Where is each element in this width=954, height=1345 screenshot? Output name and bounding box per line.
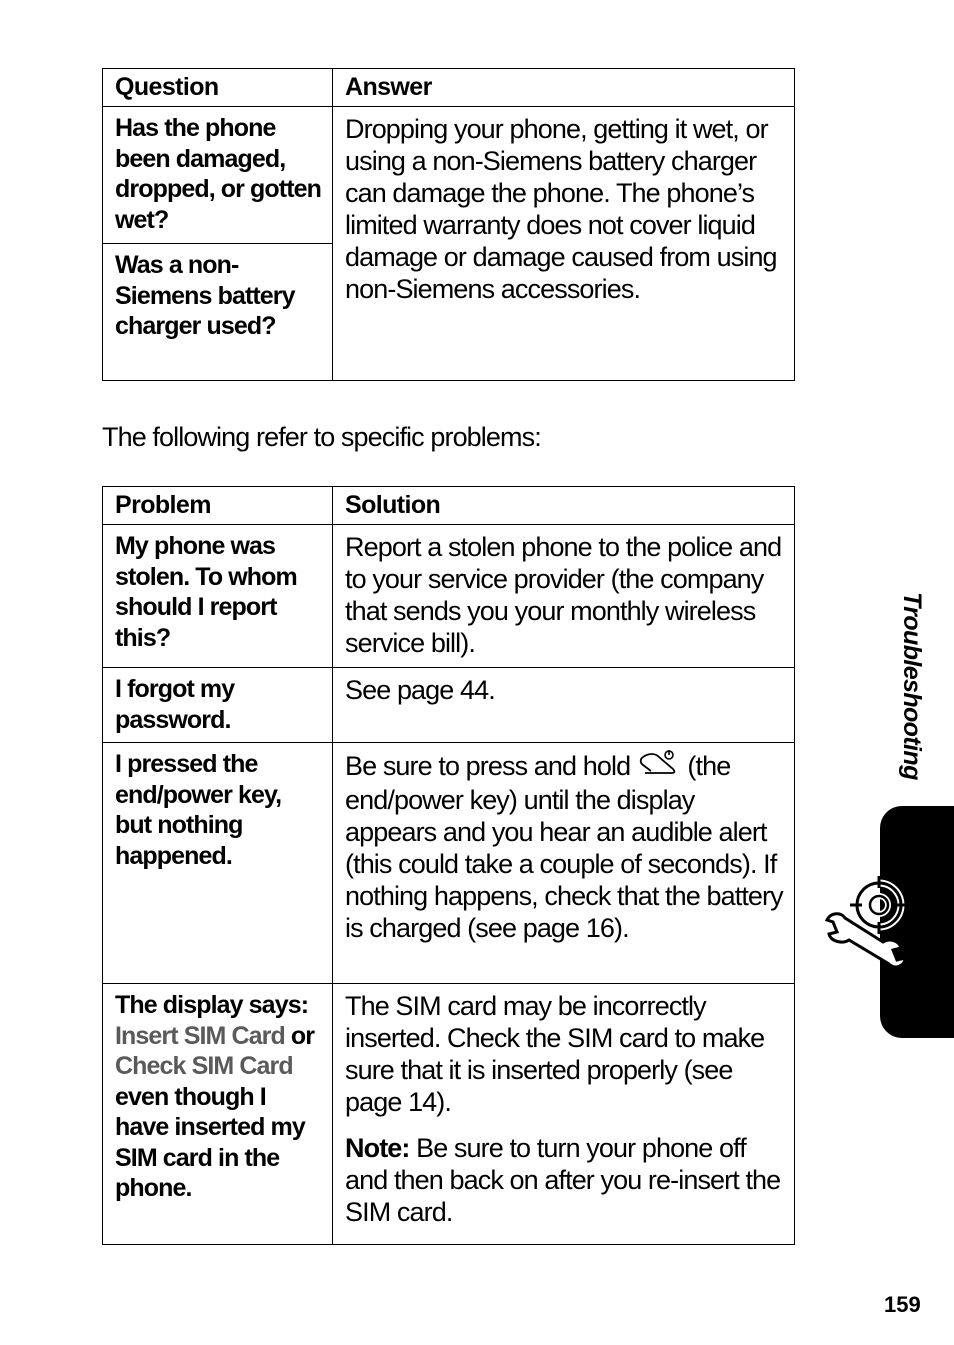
section-side-label: Troubleshooting — [898, 592, 926, 780]
problem-solution-table — [102, 486, 795, 1245]
note-text: Be sure to turn your phone off and then back on after you re-insert the SIM card. — [345, 1133, 781, 1227]
note-label: Note: — [345, 1133, 410, 1163]
solution-cell — [333, 743, 795, 984]
problem-text: even though I have inserted my SIM card in the phone. — [115, 1082, 305, 1202]
problem-cell: I forgot my password. — [103, 668, 333, 743]
note — [345, 1132, 784, 1228]
problem-cell: My phone was stolen. To whom should I report this? — [103, 525, 333, 668]
display-message-check-sim: Check SIM Card — [115, 1052, 293, 1080]
question-answer-table — [102, 68, 795, 381]
display-message-insert-sim: Insert SIM Card — [115, 1021, 285, 1050]
table-row — [103, 743, 795, 984]
intro-text: The following refer to specific problems: — [102, 422, 541, 452]
table-row — [103, 984, 795, 1245]
solution-cell: See page 44. — [333, 668, 795, 743]
problem-text: The display says: — [115, 991, 309, 1019]
problem-cell: I pressed the end/power key, but nothing happened. — [103, 743, 333, 984]
problem-or: or — [290, 1021, 315, 1050]
column-header-problem: Problem — [103, 487, 333, 525]
question-charger: Was a non-Siemens battery charger used? — [103, 244, 333, 381]
table-row — [103, 668, 795, 743]
solution-text-before: Be sure to press and hold — [345, 751, 631, 781]
answer-damage: Dropping your phone, getting it wet, or using a non-Siemens battery charger can damage the phone. The phone’s limited warranty does not cover liquid damage or damage caused from using non-Siemens accessories. — [333, 107, 795, 381]
solution-text-after: (the end/power key) until the display appears and you hear an audible alert (this could take a couple of seconds). If nothing happens, check that the battery is charged (see page 16). — [345, 751, 783, 943]
question-damage: Has the phone been damaged, dropped, or gotten wet? — [103, 107, 333, 244]
solution-cell: Report a stolen phone to the police and to your service provider (the company that sends you your monthly wireless service bill). — [333, 525, 795, 668]
end-power-key-icon — [637, 749, 681, 784]
problem-cell — [103, 984, 333, 1245]
table-row — [103, 525, 795, 668]
column-header-solution: Solution — [333, 487, 795, 525]
page-number: 159 — [884, 1292, 921, 1317]
solution-cell — [333, 984, 795, 1245]
troubleshooting-wrench-target-icon — [823, 872, 915, 977]
column-header-question: Question — [103, 69, 333, 107]
solution-text: The SIM card may be incorrectly inserted. Check the SIM card to make sure that it is inserted properly (see page 14). — [345, 991, 765, 1117]
column-header-answer: Answer — [333, 69, 795, 107]
